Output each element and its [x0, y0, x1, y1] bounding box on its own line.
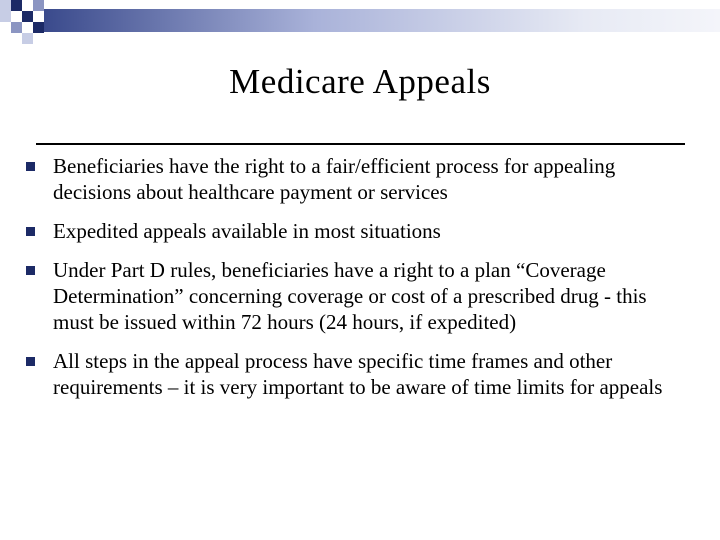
decor-square — [11, 22, 22, 33]
decor-square — [11, 0, 22, 11]
header-gradient-band — [44, 9, 720, 32]
decor-square — [0, 11, 11, 22]
bullet-item — [26, 348, 686, 400]
square-bullet-icon — [26, 227, 35, 236]
decor-square — [33, 0, 44, 11]
bullet-text: Beneficiaries have the right to a fair/efficient process for appealing decisions about healthcare payment or services — [53, 154, 616, 204]
square-bullet-icon — [26, 162, 35, 171]
slide-title: Medicare Appeals — [229, 62, 491, 101]
bullet-list — [26, 153, 686, 413]
decor-square — [33, 22, 44, 33]
decor-square — [22, 11, 33, 22]
title-divider — [36, 143, 685, 145]
square-bullet-icon — [26, 266, 35, 275]
bullet-text: Expedited appeals available in most situations — [53, 219, 441, 243]
bullet-item — [26, 218, 686, 244]
decor-square — [22, 33, 33, 44]
bullet-item — [26, 257, 686, 335]
bullet-text: All steps in the appeal process have specific time frames and other requirements – it is very important to be aware of time limits for appeals — [53, 349, 663, 399]
decor-square — [0, 0, 11, 11]
square-bullet-icon — [26, 357, 35, 366]
bullet-text: Under Part D rules, beneficiaries have a right to a plan “Coverage Determination” concerning coverage or cost of a prescribed drug - this must be issued within 72 hours (24 hours, if expedited) — [53, 258, 647, 334]
bullet-item — [26, 153, 686, 205]
